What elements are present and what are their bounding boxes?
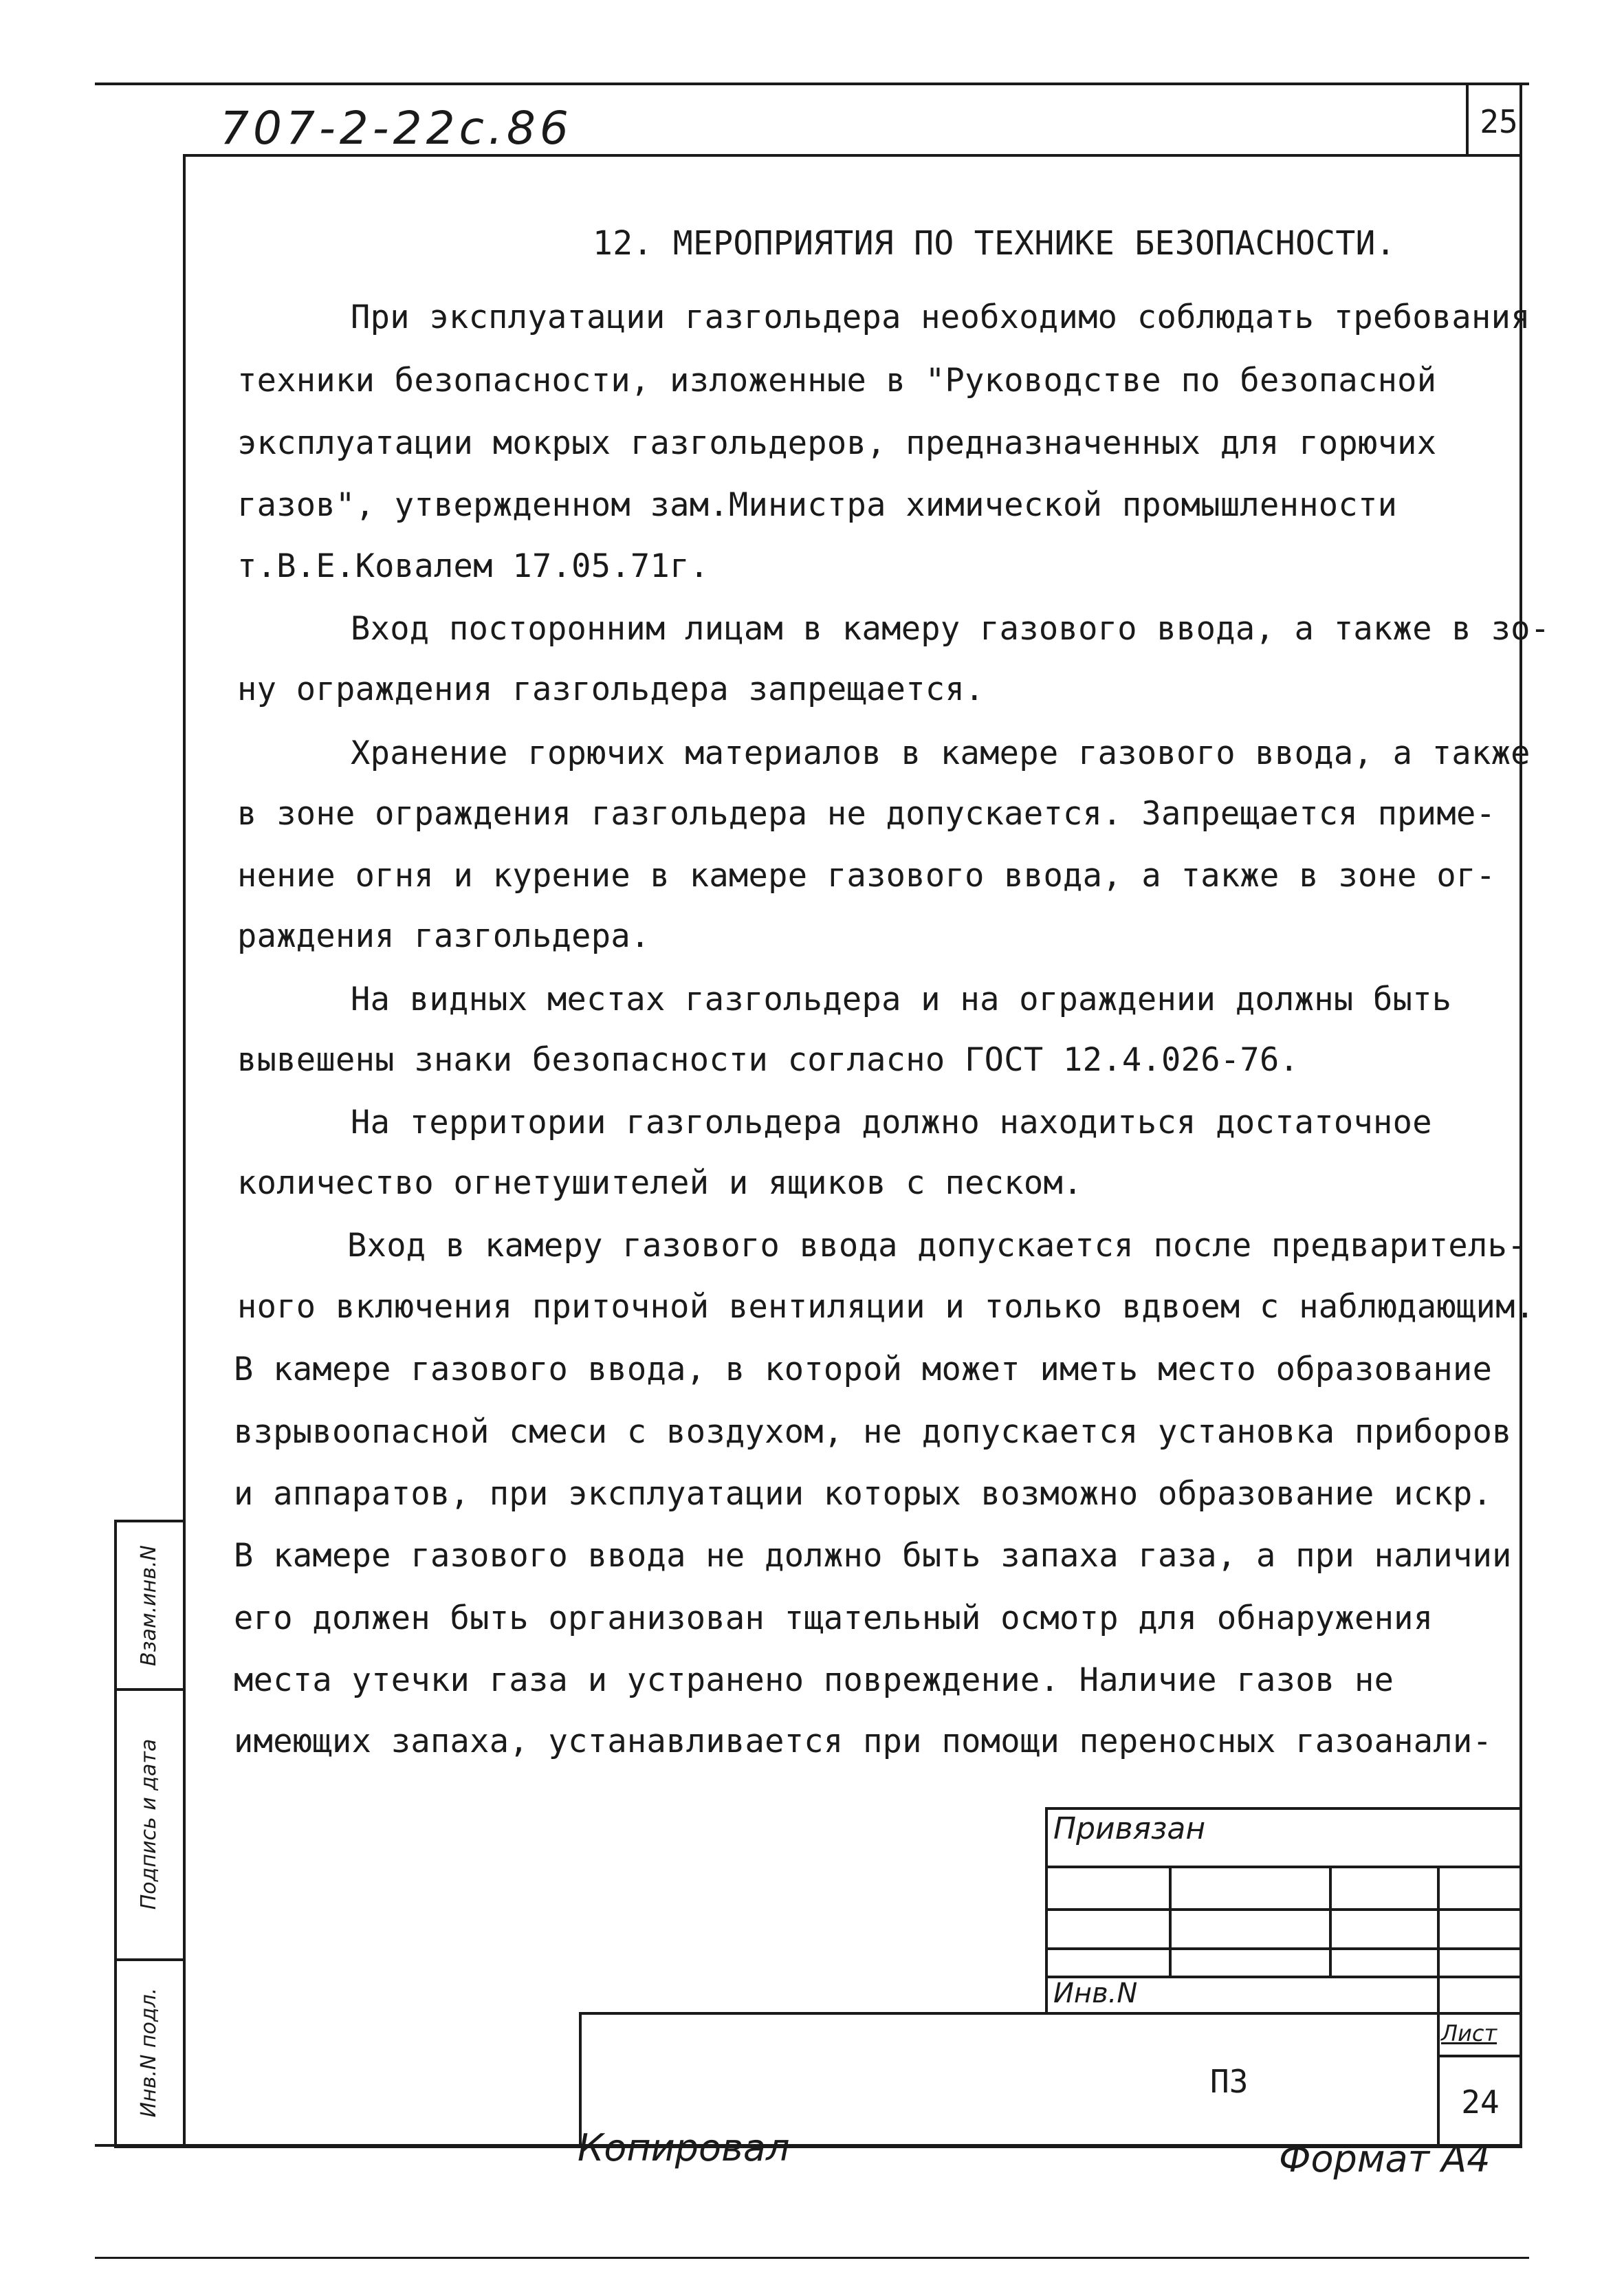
tb-row2 bbox=[1046, 1908, 1522, 1911]
body-line: газов", утвержденном зам.Министра химической промышленности bbox=[237, 486, 1398, 524]
body-line: Вход посторонним лицам в камеру газового ввода, а также в зо- bbox=[351, 610, 1550, 648]
body-line: места утечки газа и устранено повреждение. Наличие газов не bbox=[234, 1661, 1394, 1699]
sheet-number: 24 bbox=[1461, 2084, 1500, 2121]
body-line: ного включения приточной вентиляции и только вдвоем с наблюдающим. bbox=[237, 1288, 1535, 1326]
body-line: В камере газового ввода не должно быть запаха газа, а при наличии bbox=[234, 1537, 1512, 1575]
body-line: Хранение горючих материалов в камере газового ввода, а также bbox=[351, 734, 1530, 772]
body-line: На видных местах газгольдера и на ограждении должны быть bbox=[351, 981, 1452, 1018]
page-number: 25 bbox=[1480, 103, 1518, 140]
body-line: техники безопасности, изложенные в "Руководстве по безопасной bbox=[237, 362, 1437, 400]
body-line: эксплуатации мокрых газгольдеров, предназначенных для горючих bbox=[237, 424, 1437, 462]
body-line: ну ограждения газгольдера запрещается. bbox=[237, 670, 985, 708]
side-label-podpis-data: Подпись и дата bbox=[137, 1738, 161, 1910]
page-number-box-left bbox=[1466, 83, 1469, 155]
side-stamp-left bbox=[114, 1520, 117, 2145]
page-bottom-line bbox=[95, 2257, 1529, 2259]
inv-n-label: Инв.N bbox=[1053, 1978, 1138, 2009]
doc-type: ПЗ bbox=[1210, 2063, 1249, 2100]
body-line: и аппаратов, при эксплуатации которых возможно образование искр. bbox=[234, 1475, 1493, 1513]
inner-frame-left bbox=[183, 154, 186, 2148]
stamp-sheet-divider bbox=[1438, 2055, 1522, 2057]
tb-top bbox=[1046, 1807, 1522, 1810]
doc-code: 707-2-22с.86 bbox=[220, 102, 573, 155]
frame-top bbox=[95, 83, 1529, 85]
tb-col1 bbox=[1169, 1866, 1172, 1976]
body-line: вывешены знаки безопасности согласно ГОСТ 12.4.026-76. bbox=[237, 1041, 1299, 1079]
format-label: Формат А4 bbox=[1279, 2137, 1491, 2180]
body-line: На территории газгольдера должно находиться достаточное bbox=[351, 1104, 1432, 1141]
stamp-sheet-col bbox=[1437, 2012, 1440, 2147]
body-line: нение огня и курение в камере газового ввода, а также в зоне ог- bbox=[237, 857, 1496, 895]
tb-col2 bbox=[1329, 1866, 1332, 1976]
body-line: его должен быть организован тщательный осмотр для обнаружения bbox=[234, 1599, 1434, 1637]
sheet-label: Лист bbox=[1441, 2020, 1497, 2046]
body-line: раждения газгольдера. bbox=[237, 917, 650, 955]
body-line: При эксплуатации газгольдера необходимо соблюдать требования bbox=[351, 298, 1530, 336]
body-line: количество огнетушителей и ящиков с песком. bbox=[237, 1164, 1083, 1202]
kopiroval: Копировал bbox=[578, 2126, 790, 2169]
tb-row1 bbox=[1046, 1866, 1522, 1868]
privyazan-label: Привязан bbox=[1053, 1811, 1206, 1846]
body-line: Вход в камеру газового ввода допускается после предваритель- bbox=[347, 1227, 1527, 1265]
side-label-vzam-inv: Взам.инв.N bbox=[137, 1545, 161, 1666]
side-label-inv-podl: Инв.N подл. bbox=[137, 1987, 161, 2118]
frame-right bbox=[1519, 83, 1522, 2145]
body-line: имеющих запаха, устанавливается при помощи переносных газоанали- bbox=[234, 1723, 1493, 1760]
body-line: В камере газового ввода, в которой может иметь место образование bbox=[234, 1351, 1493, 1388]
tb-row3 bbox=[1046, 1947, 1522, 1950]
stamp-top bbox=[579, 2012, 1522, 2015]
body-line: т.В.Е.Ковалем 17.05.71г. bbox=[237, 547, 710, 585]
body-line: взрывоопасной смеси с воздухом, не допускается установка приборов bbox=[234, 1413, 1512, 1451]
section-title: 12. МЕРОПРИЯТИЯ ПО ТЕХНИКЕ БЕЗОПАСНОСТИ. bbox=[593, 224, 1396, 263]
tb-col3 bbox=[1437, 1866, 1440, 2013]
body-line: в зоне ограждения газгольдера не допускается. Запрещается приме- bbox=[237, 795, 1496, 833]
